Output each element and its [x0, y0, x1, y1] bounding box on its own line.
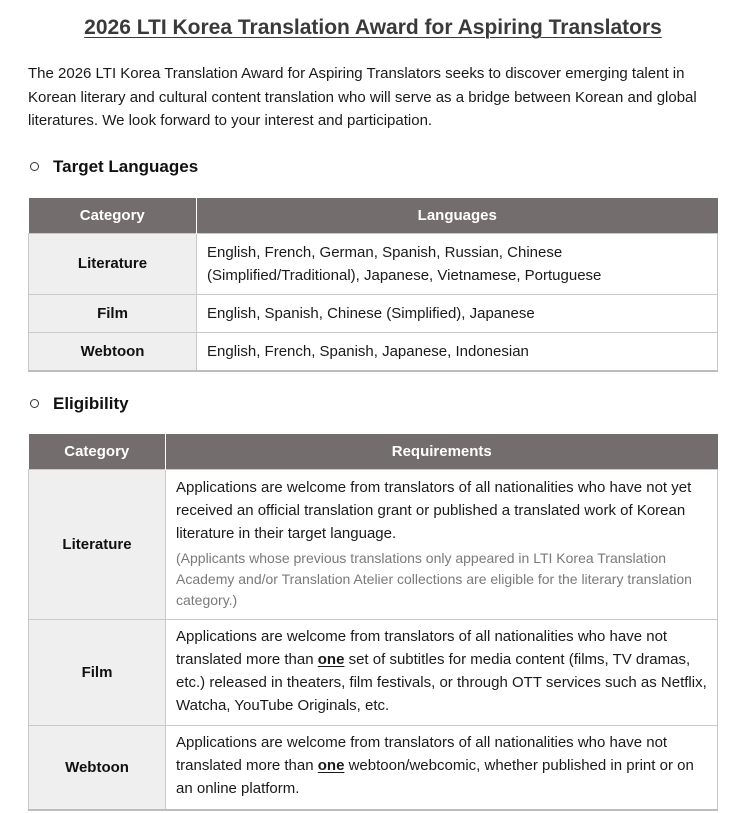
- requirements-cell-literature: [166, 469, 718, 619]
- column-header-languages: Languages: [197, 198, 718, 234]
- target-languages-heading-text: Target Languages: [53, 156, 199, 176]
- eligibility-table: [28, 434, 718, 811]
- circle-bullet-icon: [30, 399, 39, 408]
- emphasis-one: one: [317, 650, 345, 668]
- category-cell-film: Film: [29, 294, 197, 332]
- table-row: [29, 619, 718, 725]
- category-cell-webtoon: Webtoon: [29, 332, 197, 371]
- circle-bullet-icon: [30, 162, 39, 171]
- emphasis-one: one: [317, 756, 345, 774]
- target-languages-heading: [28, 156, 718, 178]
- table-row: [29, 294, 718, 332]
- table-header-row: [29, 434, 718, 470]
- category-cell-literature: Literature: [29, 469, 166, 619]
- requirements-text-before: Applications are welcome from translators of all nationalities who have not translated more than: [176, 733, 668, 774]
- requirements-cell-webtoon: [166, 725, 718, 810]
- category-cell-webtoon: Webtoon: [29, 725, 166, 810]
- document-page: [28, 0, 718, 811]
- requirements-text-after: set of subtitles for media content (films, TV dramas, etc.) released in theaters, film festivals, or through OTT services such as Netflix, Watcha, YouTube Originals, etc.: [176, 650, 707, 714]
- languages-cell-literature: English, French, German, Spanish, Russian, Chinese (Simplified/Traditional), Japanese, Vietnamese, Portuguese: [197, 233, 718, 294]
- eligibility-heading: [28, 393, 718, 415]
- requirements-text-before: Applications are welcome from translators of all nationalities who have not translated more than: [176, 627, 668, 668]
- table-header-row: [29, 198, 718, 234]
- eligibility-heading-text: Eligibility: [53, 393, 129, 413]
- requirements-cell-film: [166, 619, 718, 725]
- requirements-note: (Applicants whose previous translations only appeared in LTI Korea Translation Academy and/or Translation Atelier collections are eligible for the literary translation category.): [176, 549, 692, 608]
- languages-cell-webtoon: English, French, Spanish, Japanese, Indonesian: [197, 332, 718, 371]
- languages-cell-film: English, Spanish, Chinese (Simplified), Japanese: [197, 294, 718, 332]
- table-row: [29, 469, 718, 619]
- table-row: [29, 332, 718, 371]
- table-row: [29, 233, 718, 294]
- page-title: 2026 LTI Korea Translation Award for Aspiring Translators: [84, 16, 662, 39]
- target-languages-table: [28, 198, 718, 372]
- column-header-category: Category: [29, 198, 197, 234]
- category-cell-literature: Literature: [29, 233, 197, 294]
- column-header-category: Category: [29, 434, 166, 470]
- requirements-text-after: webtoon/webcomic, whether published in print or on an online platform.: [176, 756, 694, 797]
- requirements-text: Applications are welcome from translators of all nationalities who have not yet received an official translation grant or published a translated work of Korean literature in their target language.: [176, 478, 692, 542]
- category-cell-film: Film: [29, 619, 166, 725]
- intro-paragraph: The 2026 LTI Korea Translation Award for Aspiring Translators seeks to discover emerging talent in Korean literary and cultural content translation who will serve as a bridge between Korean and global literatures. We look forward to your interest and participation.: [28, 65, 697, 129]
- table-row: [29, 725, 718, 810]
- column-header-requirements: Requirements: [166, 434, 718, 470]
